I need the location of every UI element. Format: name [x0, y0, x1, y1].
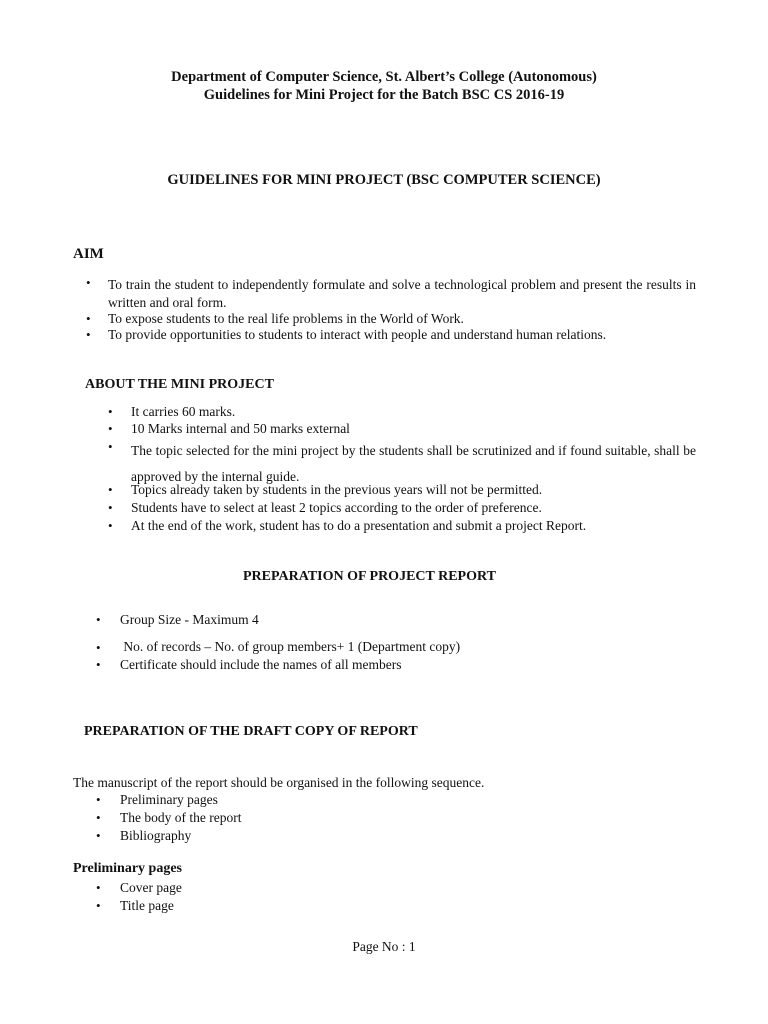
aim-bullet-1: • [86, 275, 91, 290]
draft-item-1: Preliminary pages [120, 792, 218, 807]
aim-item-2: To expose students to the real life problems in the World of Work. [108, 311, 464, 326]
aim-heading: AIM [73, 246, 104, 262]
about-bullet-1: • [108, 404, 113, 419]
about-item-1: It carries 60 marks. [131, 404, 236, 419]
about-heading: ABOUT THE MINI PROJECT [85, 377, 274, 392]
prep-item-3: Certificate should include the names of all members [120, 657, 402, 672]
prep-item-2: No. of records – No. of group members+ 1 (Department copy) [120, 639, 461, 654]
aim-bullet-2: • [86, 311, 91, 326]
prep-bullet-2: • [96, 640, 101, 655]
prelim-bullet-2: • [96, 898, 101, 913]
about-item-4: Topics already taken by students in the previous years will not be permitted. [131, 482, 543, 497]
prep-item-1: Group Size - Maximum 4 [120, 612, 259, 627]
draft-bullet-2: • [96, 810, 101, 825]
prelim-item-2: Title page [120, 898, 174, 913]
about-item-6: At the end of the work, student has to do a presentation and submit a project Report. [131, 518, 587, 533]
prep-bullet-1: • [96, 612, 101, 627]
aim-item-1: To train the student to independently formulate and solve a technological problem and present the results in written and oral form. [108, 277, 696, 310]
draft-item-2: The body of the report [120, 810, 242, 825]
main-title: GUIDELINES FOR MINI PROJECT (BSC COMPUTER SCIENCE) [167, 172, 601, 188]
page-number: Page No : 1 [352, 939, 416, 954]
header-line-1: Department of Computer Science, St. Albert’s College (Autonomous) [171, 69, 597, 85]
draft-item-3: Bibliography [120, 828, 192, 843]
draft-bullet-1: • [96, 792, 101, 807]
prep-bullet-3: • [96, 657, 101, 672]
about-bullet-6: • [108, 518, 113, 533]
preliminary-heading: Preliminary pages [73, 861, 183, 876]
aim-bullet-3: • [86, 327, 91, 342]
about-bullet-2: • [108, 421, 113, 436]
about-item-3: The topic selected for the mini project by the students shall be scrutinized and if found suitable, shall be approved by the internal guide. [131, 443, 696, 484]
prelim-bullet-1: • [96, 880, 101, 895]
draft-heading: PREPARATION OF THE DRAFT COPY OF REPORT [84, 724, 418, 739]
draft-bullet-3: • [96, 828, 101, 843]
about-bullet-5: • [108, 500, 113, 515]
prep-report-heading: PREPARATION OF PROJECT REPORT [243, 569, 496, 584]
about-bullet-4: • [108, 482, 113, 497]
header-line-2: Guidelines for Mini Project for the Batch BSC CS 2016-19 [203, 87, 565, 103]
about-bullet-3: • [108, 439, 113, 454]
prelim-item-1: Cover page [120, 880, 182, 895]
aim-item-3: To provide opportunities to students to interact with people and understand human relations. [108, 327, 607, 342]
about-item-5: Students have to select at least 2 topics according to the order of preference. [131, 500, 542, 515]
draft-intro: The manuscript of the report should be organised in the following sequence. [73, 775, 485, 790]
about-item-2: 10 Marks internal and 50 marks external [131, 421, 350, 436]
